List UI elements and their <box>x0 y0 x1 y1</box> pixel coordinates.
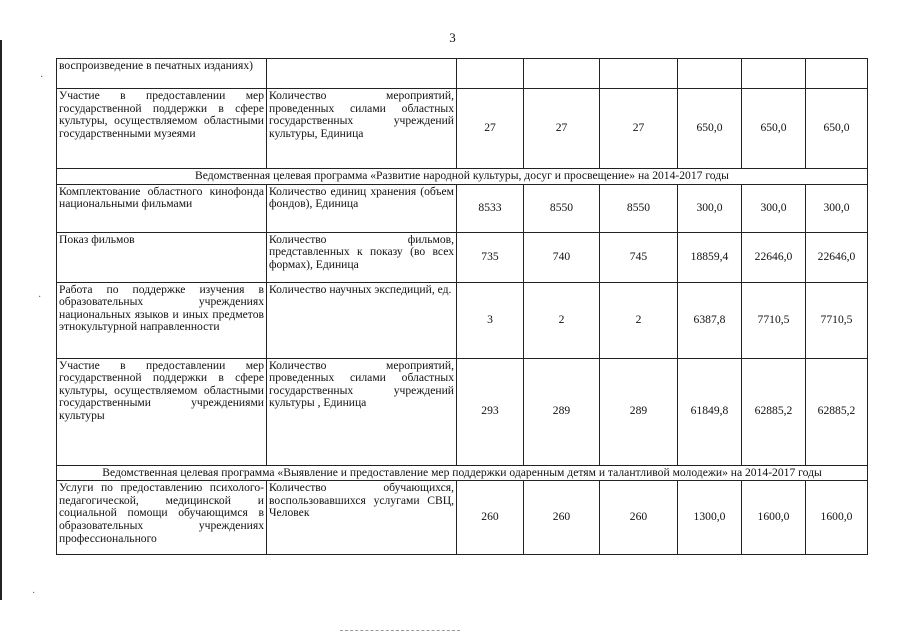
value-cell <box>600 59 678 89</box>
value-cell: 260 <box>524 481 600 555</box>
indicator-cell: Количество фильмов, представленных к показу (во всех формах), Единица <box>267 232 457 282</box>
value-cell: 8550 <box>600 184 678 232</box>
table-row <box>57 59 868 89</box>
scan-dot: · <box>40 72 44 83</box>
value-cell: 650,0 <box>806 89 868 169</box>
value-cell: 260 <box>457 481 524 555</box>
indicator-cell: Количество единиц хранения (объем фондов), Единица <box>267 184 457 232</box>
activity-cell: Комплектование областного кинофонда национальными фильмами <box>57 184 267 232</box>
section-heading: Ведомственная целевая программа «Развитие народной культуры, досуг и просвещение» на 2014-2017 годы <box>57 169 868 185</box>
value-cell: 289 <box>600 358 678 465</box>
value-cell: 1600,0 <box>806 481 868 555</box>
value-cell: 740 <box>524 232 600 282</box>
table-row <box>57 89 868 169</box>
value-cell: 650,0 <box>678 89 742 169</box>
value-cell: 300,0 <box>742 184 806 232</box>
activity-cell: Показ фильмов <box>57 232 267 282</box>
scan-dot: · <box>32 588 36 599</box>
value-cell: 1300,0 <box>678 481 742 555</box>
value-cell <box>678 59 742 89</box>
value-cell: 6387,8 <box>678 282 742 358</box>
value-cell: 293 <box>457 358 524 465</box>
indicator-cell <box>267 59 457 89</box>
table-row <box>57 232 868 282</box>
value-cell: 300,0 <box>806 184 868 232</box>
value-cell: 2 <box>600 282 678 358</box>
table-row <box>57 282 868 358</box>
value-cell <box>457 59 524 89</box>
section-heading: Ведомственная целевая программа «Выявление и предоставление мер поддержки одаренным детям и талантливой молодежи» на 2014-2017 годы <box>57 465 868 481</box>
scan-edge <box>0 40 2 600</box>
value-cell: 27 <box>600 89 678 169</box>
value-cell: 2 <box>524 282 600 358</box>
value-cell: 3 <box>457 282 524 358</box>
value-cell <box>806 59 868 89</box>
activity-cell: Участие в предоставлении мер государственной поддержки в сфере культуры, осуществляемом областными государственными учреждениями культуры <box>57 358 267 465</box>
table-row <box>57 358 868 465</box>
indicator-cell: Количество мероприятий, проведенных силами областных государственных учреждений культуры, Единица <box>267 89 457 169</box>
value-cell: 300,0 <box>678 184 742 232</box>
value-cell: 18859,4 <box>678 232 742 282</box>
section-row <box>57 465 868 481</box>
value-cell <box>742 59 806 89</box>
page-number: 3 <box>449 30 456 45</box>
value-cell: 27 <box>524 89 600 169</box>
activity-cell: воспроизведение в печатных изданиях) <box>57 59 267 89</box>
value-cell: 7710,5 <box>806 282 868 358</box>
value-cell: 745 <box>600 232 678 282</box>
indicator-cell: Количество научных экспедиций, ед. <box>267 282 457 358</box>
value-cell: 1600,0 <box>742 481 806 555</box>
value-cell: 62885,2 <box>742 358 806 465</box>
value-cell: 62885,2 <box>806 358 868 465</box>
value-cell: 22646,0 <box>742 232 806 282</box>
value-cell <box>524 59 600 89</box>
section-row <box>57 169 868 185</box>
table-row <box>57 184 868 232</box>
activity-cell: Услуги по предоставлению психолого-педагогической, медицинской и социальной помощи обучающимся в образовательных учреждениях профессионального <box>57 481 267 555</box>
table-row <box>57 481 868 555</box>
value-cell: 260 <box>600 481 678 555</box>
value-cell: 22646,0 <box>806 232 868 282</box>
program-table <box>56 58 868 555</box>
value-cell: 8550 <box>524 184 600 232</box>
value-cell: 8533 <box>457 184 524 232</box>
value-cell: 650,0 <box>742 89 806 169</box>
activity-cell: Работа по поддержке изучения в образовательных учреждениях национальных языков и иных предметов этнокультурной направленности <box>57 282 267 358</box>
indicator-cell: Количество мероприятий, проведенных силами областных государственных учреждений культуры , Единица <box>267 358 457 465</box>
activity-cell: Участие в предоставлении мер государственной поддержки в сфере культуры, осуществляемом областными государственными музеями <box>57 89 267 169</box>
value-cell: 27 <box>457 89 524 169</box>
scan-artifact-line <box>340 630 460 631</box>
value-cell: 735 <box>457 232 524 282</box>
scan-dot: · <box>38 292 42 303</box>
value-cell: 289 <box>524 358 600 465</box>
value-cell: 7710,5 <box>742 282 806 358</box>
value-cell: 61849,8 <box>678 358 742 465</box>
indicator-cell: Количество обучающихся, воспользовавшихся услугами СВЦ, Человек <box>267 481 457 555</box>
